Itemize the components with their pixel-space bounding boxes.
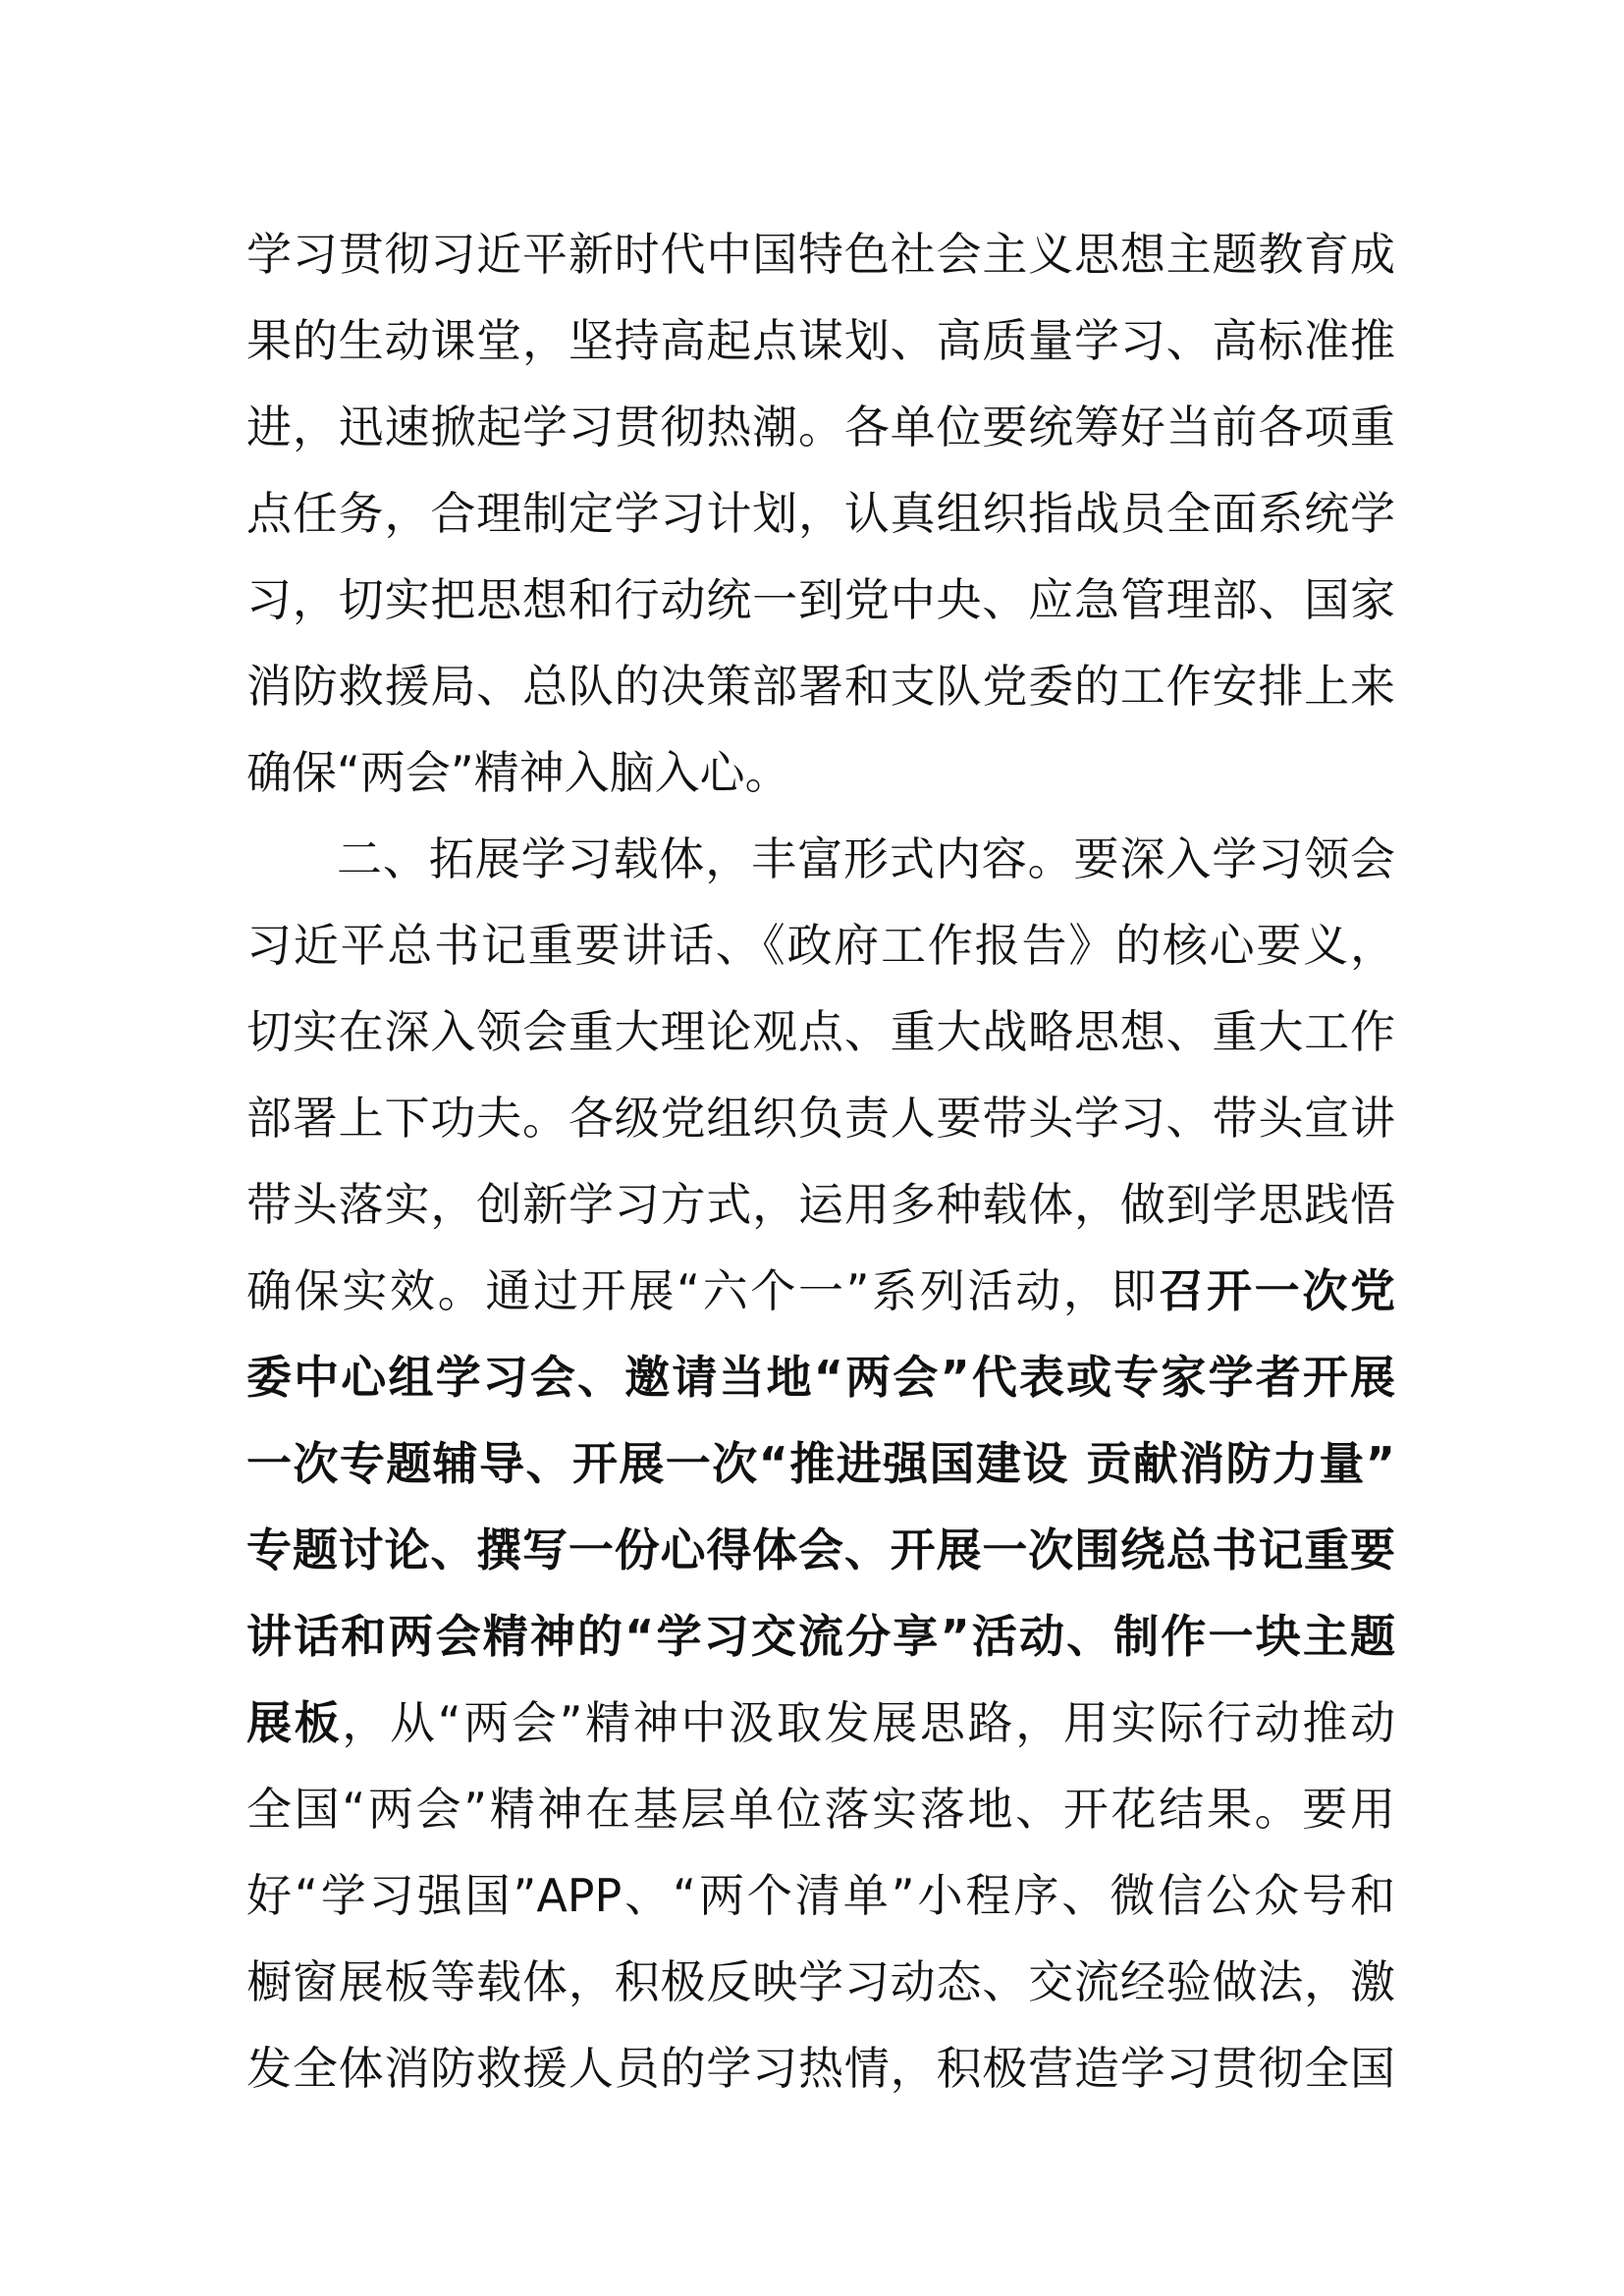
text-line: 切实在深入领会重大理论观点、重大战略思想、重大工作 (246, 1005, 1395, 1058)
paragraph-end-line: 确保“两会”精神入脑入心。 (246, 746, 790, 799)
bold-text-line: 专题讨论、撰写一份心得体会、开展一次围绕总书记重要 (246, 1523, 1395, 1576)
text-line: 全国“两会”精神在基层单位落实落地、开花结果。要用 (246, 1783, 1395, 1836)
paragraph-heading-line: 二、拓展学习载体，丰富形式内容。要深入学习领会 (337, 832, 1395, 885)
text-line: 进，迅速掀起学习贯彻热潮。各单位要统筹好当前各项重 (246, 400, 1395, 454)
text-line: 带头落实，创新学习方式，运用多种载体，做到学思践悟 (246, 1178, 1395, 1231)
bold-text: 召开一次党 (1159, 1264, 1395, 1317)
body-text (246, 211, 1395, 2111)
bold-text-line: 委中心组学习会、邀请当地“两会”代表或专家学者开展 (246, 1351, 1395, 1404)
text-line: 习，切实把思想和行动统一到党中央、应急管理部、国家 (246, 573, 1395, 626)
text-line: 消防救援局、总队的决策部署和支队党委的工作安排上来 (246, 660, 1395, 713)
bold-text: 展板 (246, 1696, 343, 1749)
bold-text-line: 一次专题辅导、开展一次“推进强国建设 贡献消防力量” (246, 1437, 1395, 1490)
text-line: 橱窗展板等载体，积极反映学习动态、交流经验做法，激 (246, 1955, 1395, 2008)
text-line: 点任务，合理制定学习计划，认真组织指战员全面系统学 (246, 487, 1395, 540)
text-line: 好“学习强国”APP、“两个清单”小程序、微信公众号和 (246, 1869, 1395, 1922)
text-line: 发全体消防救援人员的学习热情，积极营造学习贯彻全国 (246, 2042, 1395, 2095)
text-line: 习近平总书记重要讲话、《政府工作报告》的核心要义， (246, 919, 1395, 972)
text-line: 果的生动课堂，坚持高起点谋划、高质量学习、高标准推 (246, 314, 1395, 367)
text-line: 展板，从“两会”精神中汲取发展思路，用实际行动推动 (246, 1696, 1395, 1749)
text-line: 部署上下功夫。各级党组织负责人要带头学习、带头宣讲 (246, 1092, 1395, 1145)
text-line: 确保实效。通过开展“六个一”系列活动，即召开一次党 (246, 1264, 1395, 1317)
bold-text-line: 讲话和两会精神的“学习交流分享”活动、制作一块主题 (246, 1610, 1395, 1663)
text-line: 学习贯彻习近平新时代中国特色社会主义思想主题教育成 (246, 228, 1395, 281)
